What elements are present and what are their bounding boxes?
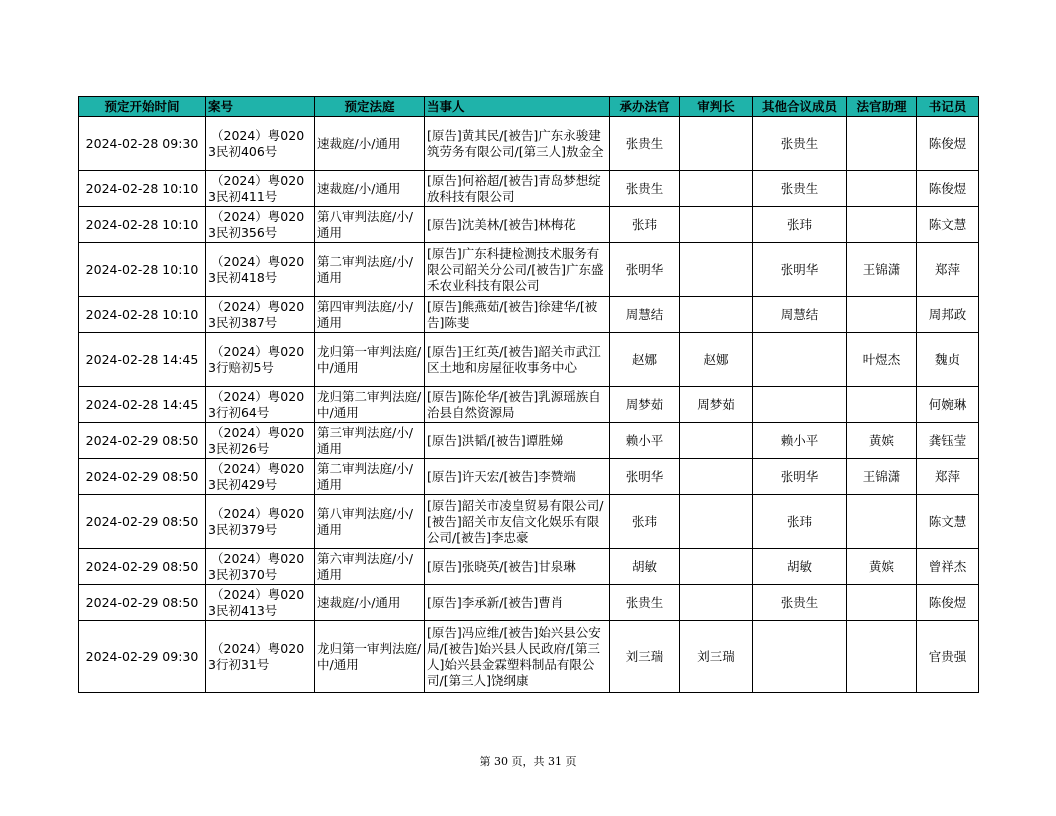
cell-chief-judge bbox=[680, 171, 753, 207]
cell-judge: 刘三瑞 bbox=[610, 621, 680, 693]
cell-panel-members: 周慧结 bbox=[753, 297, 847, 333]
cell-panel-members: 赖小平 bbox=[753, 423, 847, 459]
cell-panel-members: 张明华 bbox=[753, 459, 847, 495]
cell-judge-assistant bbox=[847, 585, 917, 621]
table-row bbox=[79, 495, 979, 549]
cell-chief-judge bbox=[680, 549, 753, 585]
cell-chief-judge bbox=[680, 297, 753, 333]
cell-parties: [原告]许天宏/[被告]李赞端 bbox=[425, 459, 610, 495]
cell-court: 速裁庭/小/通用 bbox=[315, 117, 425, 171]
cell-judge-assistant bbox=[847, 621, 917, 693]
cell-court: 速裁庭/小/通用 bbox=[315, 585, 425, 621]
cell-case-number: （2024）粤0203民初418号 bbox=[206, 243, 315, 297]
cell-court: 第四审判法庭/小/通用 bbox=[315, 297, 425, 333]
cell-parties: [原告]何裕超/[被告]青岛梦想绽放科技有限公司 bbox=[425, 171, 610, 207]
cell-case-number: （2024）粤0203民初356号 bbox=[206, 207, 315, 243]
cell-panel-members: 张玮 bbox=[753, 495, 847, 549]
cell-start-time: 2024-02-28 09:30 bbox=[79, 117, 206, 171]
table-row bbox=[79, 243, 979, 297]
table-row bbox=[79, 171, 979, 207]
cell-chief-judge bbox=[680, 495, 753, 549]
cell-judge: 张玮 bbox=[610, 495, 680, 549]
cell-panel-members: 张明华 bbox=[753, 243, 847, 297]
cell-case-number: （2024）粤0203民初411号 bbox=[206, 171, 315, 207]
cell-judge-assistant bbox=[847, 117, 917, 171]
table-row bbox=[79, 585, 979, 621]
cell-clerk: 魏贞 bbox=[917, 333, 979, 387]
header-court: 预定法庭 bbox=[315, 97, 425, 117]
cell-court: 龙归第一审判法庭/中/通用 bbox=[315, 333, 425, 387]
cell-chief-judge bbox=[680, 459, 753, 495]
cell-clerk: 郑萍 bbox=[917, 243, 979, 297]
cell-start-time: 2024-02-29 08:50 bbox=[79, 423, 206, 459]
cell-clerk: 陈俊煜 bbox=[917, 171, 979, 207]
cell-parties: [原告]冯应维/[被告]始兴县公安局/[被告]始兴县人民政府/[第三人]始兴县金霖塑料制品有限公司/[第三人]饶纲康 bbox=[425, 621, 610, 693]
header-chief-judge: 审判长 bbox=[680, 97, 753, 117]
cell-judge-assistant: 王锦潇 bbox=[847, 459, 917, 495]
table-row bbox=[79, 423, 979, 459]
header-clerk: 书记员 bbox=[917, 97, 979, 117]
cell-case-number: （2024）粤0203行初31号 bbox=[206, 621, 315, 693]
cell-start-time: 2024-02-29 08:50 bbox=[79, 549, 206, 585]
cell-judge-assistant bbox=[847, 171, 917, 207]
table-row bbox=[79, 117, 979, 171]
cell-parties: [原告]陈伦华/[被告]乳源瑶族自治县自然资源局 bbox=[425, 387, 610, 423]
cell-court: 第二审判法庭/小/通用 bbox=[315, 459, 425, 495]
cell-parties: [原告]广东科捷检测技术服务有限公司韶关分公司/[被告]广东盛禾农业科技有限公司 bbox=[425, 243, 610, 297]
cell-start-time: 2024-02-28 14:45 bbox=[79, 387, 206, 423]
cell-judge: 胡敏 bbox=[610, 549, 680, 585]
cell-court: 第二审判法庭/小/通用 bbox=[315, 243, 425, 297]
cell-case-number: （2024）粤0203民初26号 bbox=[206, 423, 315, 459]
cell-clerk: 陈文慧 bbox=[917, 495, 979, 549]
table-row bbox=[79, 549, 979, 585]
header-case-number: 案号 bbox=[206, 97, 315, 117]
hearing-schedule-table bbox=[78, 96, 979, 693]
cell-case-number: （2024）粤0203民初387号 bbox=[206, 297, 315, 333]
cell-judge-assistant bbox=[847, 297, 917, 333]
cell-chief-judge bbox=[680, 585, 753, 621]
cell-start-time: 2024-02-29 08:50 bbox=[79, 495, 206, 549]
cell-judge: 张明华 bbox=[610, 243, 680, 297]
cell-judge-assistant: 黄嫔 bbox=[847, 549, 917, 585]
header-judge-assistant: 法官助理 bbox=[847, 97, 917, 117]
cell-judge: 张明华 bbox=[610, 459, 680, 495]
cell-panel-members: 胡敏 bbox=[753, 549, 847, 585]
cell-case-number: （2024）粤0203行赔初5号 bbox=[206, 333, 315, 387]
cell-clerk: 周邦政 bbox=[917, 297, 979, 333]
table-row bbox=[79, 387, 979, 423]
cell-judge: 周慧结 bbox=[610, 297, 680, 333]
cell-start-time: 2024-02-28 14:45 bbox=[79, 333, 206, 387]
cell-judge-assistant bbox=[847, 495, 917, 549]
header-judge: 承办法官 bbox=[610, 97, 680, 117]
cell-judge-assistant bbox=[847, 387, 917, 423]
cell-chief-judge bbox=[680, 207, 753, 243]
cell-start-time: 2024-02-28 10:10 bbox=[79, 297, 206, 333]
cell-court: 速裁庭/小/通用 bbox=[315, 171, 425, 207]
cell-panel-members bbox=[753, 387, 847, 423]
cell-judge: 赖小平 bbox=[610, 423, 680, 459]
table-row bbox=[79, 297, 979, 333]
table-row bbox=[79, 333, 979, 387]
cell-clerk: 陈俊煜 bbox=[917, 117, 979, 171]
cell-panel-members: 张贵生 bbox=[753, 117, 847, 171]
cell-case-number: （2024）粤0203行初64号 bbox=[206, 387, 315, 423]
cell-chief-judge: 赵娜 bbox=[680, 333, 753, 387]
cell-clerk: 曾祥杰 bbox=[917, 549, 979, 585]
cell-judge: 张贵生 bbox=[610, 171, 680, 207]
cell-court: 第八审判法庭/小/通用 bbox=[315, 207, 425, 243]
cell-court: 龙归第一审判法庭/中/通用 bbox=[315, 621, 425, 693]
cell-court: 龙归第二审判法庭/中/通用 bbox=[315, 387, 425, 423]
cell-parties: [原告]李承新/[被告]曹肖 bbox=[425, 585, 610, 621]
cell-court: 第八审判法庭/小/通用 bbox=[315, 495, 425, 549]
table-row bbox=[79, 621, 979, 693]
cell-clerk: 陈文慧 bbox=[917, 207, 979, 243]
cell-judge: 张玮 bbox=[610, 207, 680, 243]
header-panel-members: 其他合议成员 bbox=[753, 97, 847, 117]
cell-start-time: 2024-02-28 10:10 bbox=[79, 207, 206, 243]
table-row bbox=[79, 459, 979, 495]
cell-parties: [原告]张晓英/[被告]甘泉琳 bbox=[425, 549, 610, 585]
cell-judge-assistant bbox=[847, 207, 917, 243]
cell-case-number: （2024）粤0203民初379号 bbox=[206, 495, 315, 549]
cell-case-number: （2024）粤0203民初370号 bbox=[206, 549, 315, 585]
cell-parties: [原告]沈美林/[被告]林梅花 bbox=[425, 207, 610, 243]
cell-judge-assistant: 黄嫔 bbox=[847, 423, 917, 459]
page-footer: 第 30 页，共 31 页 bbox=[479, 755, 577, 768]
cell-case-number: （2024）粤0203民初429号 bbox=[206, 459, 315, 495]
cell-court: 第三审判法庭/小/通用 bbox=[315, 423, 425, 459]
cell-start-time: 2024-02-28 10:10 bbox=[79, 171, 206, 207]
cell-panel-members bbox=[753, 621, 847, 693]
cell-chief-judge bbox=[680, 117, 753, 171]
cell-judge-assistant: 王锦潇 bbox=[847, 243, 917, 297]
cell-start-time: 2024-02-29 09:30 bbox=[79, 621, 206, 693]
cell-clerk: 郑萍 bbox=[917, 459, 979, 495]
cell-judge: 张贵生 bbox=[610, 585, 680, 621]
cell-parties: [原告]王红英/[被告]韶关市武江区土地和房屋征收事务中心 bbox=[425, 333, 610, 387]
cell-chief-judge bbox=[680, 423, 753, 459]
cell-panel-members: 张贵生 bbox=[753, 585, 847, 621]
cell-clerk: 龚钰莹 bbox=[917, 423, 979, 459]
cell-parties: [原告]韶关市凌皇贸易有限公司/[被告]韶关市友信文化娱乐有限公司/[被告]李忠豪 bbox=[425, 495, 610, 549]
cell-clerk: 何婉琳 bbox=[917, 387, 979, 423]
header-parties: 当事人 bbox=[425, 97, 610, 117]
cell-parties: [原告]熊燕茹/[被告]徐建华/[被告]陈斐 bbox=[425, 297, 610, 333]
cell-judge: 张贵生 bbox=[610, 117, 680, 171]
table-row bbox=[79, 207, 979, 243]
cell-clerk: 官贵强 bbox=[917, 621, 979, 693]
cell-judge: 周梦茹 bbox=[610, 387, 680, 423]
cell-judge-assistant: 叶煜杰 bbox=[847, 333, 917, 387]
cell-court: 第六审判法庭/小/通用 bbox=[315, 549, 425, 585]
cell-start-time: 2024-02-29 08:50 bbox=[79, 585, 206, 621]
cell-clerk: 陈俊煜 bbox=[917, 585, 979, 621]
cell-chief-judge bbox=[680, 243, 753, 297]
table-body bbox=[79, 117, 979, 693]
cell-case-number: （2024）粤0203民初406号 bbox=[206, 117, 315, 171]
cell-chief-judge: 周梦茹 bbox=[680, 387, 753, 423]
cell-panel-members bbox=[753, 333, 847, 387]
cell-chief-judge: 刘三瑞 bbox=[680, 621, 753, 693]
cell-start-time: 2024-02-29 08:50 bbox=[79, 459, 206, 495]
cell-start-time: 2024-02-28 10:10 bbox=[79, 243, 206, 297]
cell-panel-members: 张玮 bbox=[753, 207, 847, 243]
header-start-time: 预定开始时间 bbox=[79, 97, 206, 117]
cell-parties: [原告]黄其民/[被告]广东永骏建筑劳务有限公司/[第三人]敖金全 bbox=[425, 117, 610, 171]
cell-parties: [原告]洪韬/[被告]谭胜娣 bbox=[425, 423, 610, 459]
table-header-row bbox=[79, 97, 979, 117]
cell-panel-members: 张贵生 bbox=[753, 171, 847, 207]
cell-case-number: （2024）粤0203民初413号 bbox=[206, 585, 315, 621]
cell-judge: 赵娜 bbox=[610, 333, 680, 387]
